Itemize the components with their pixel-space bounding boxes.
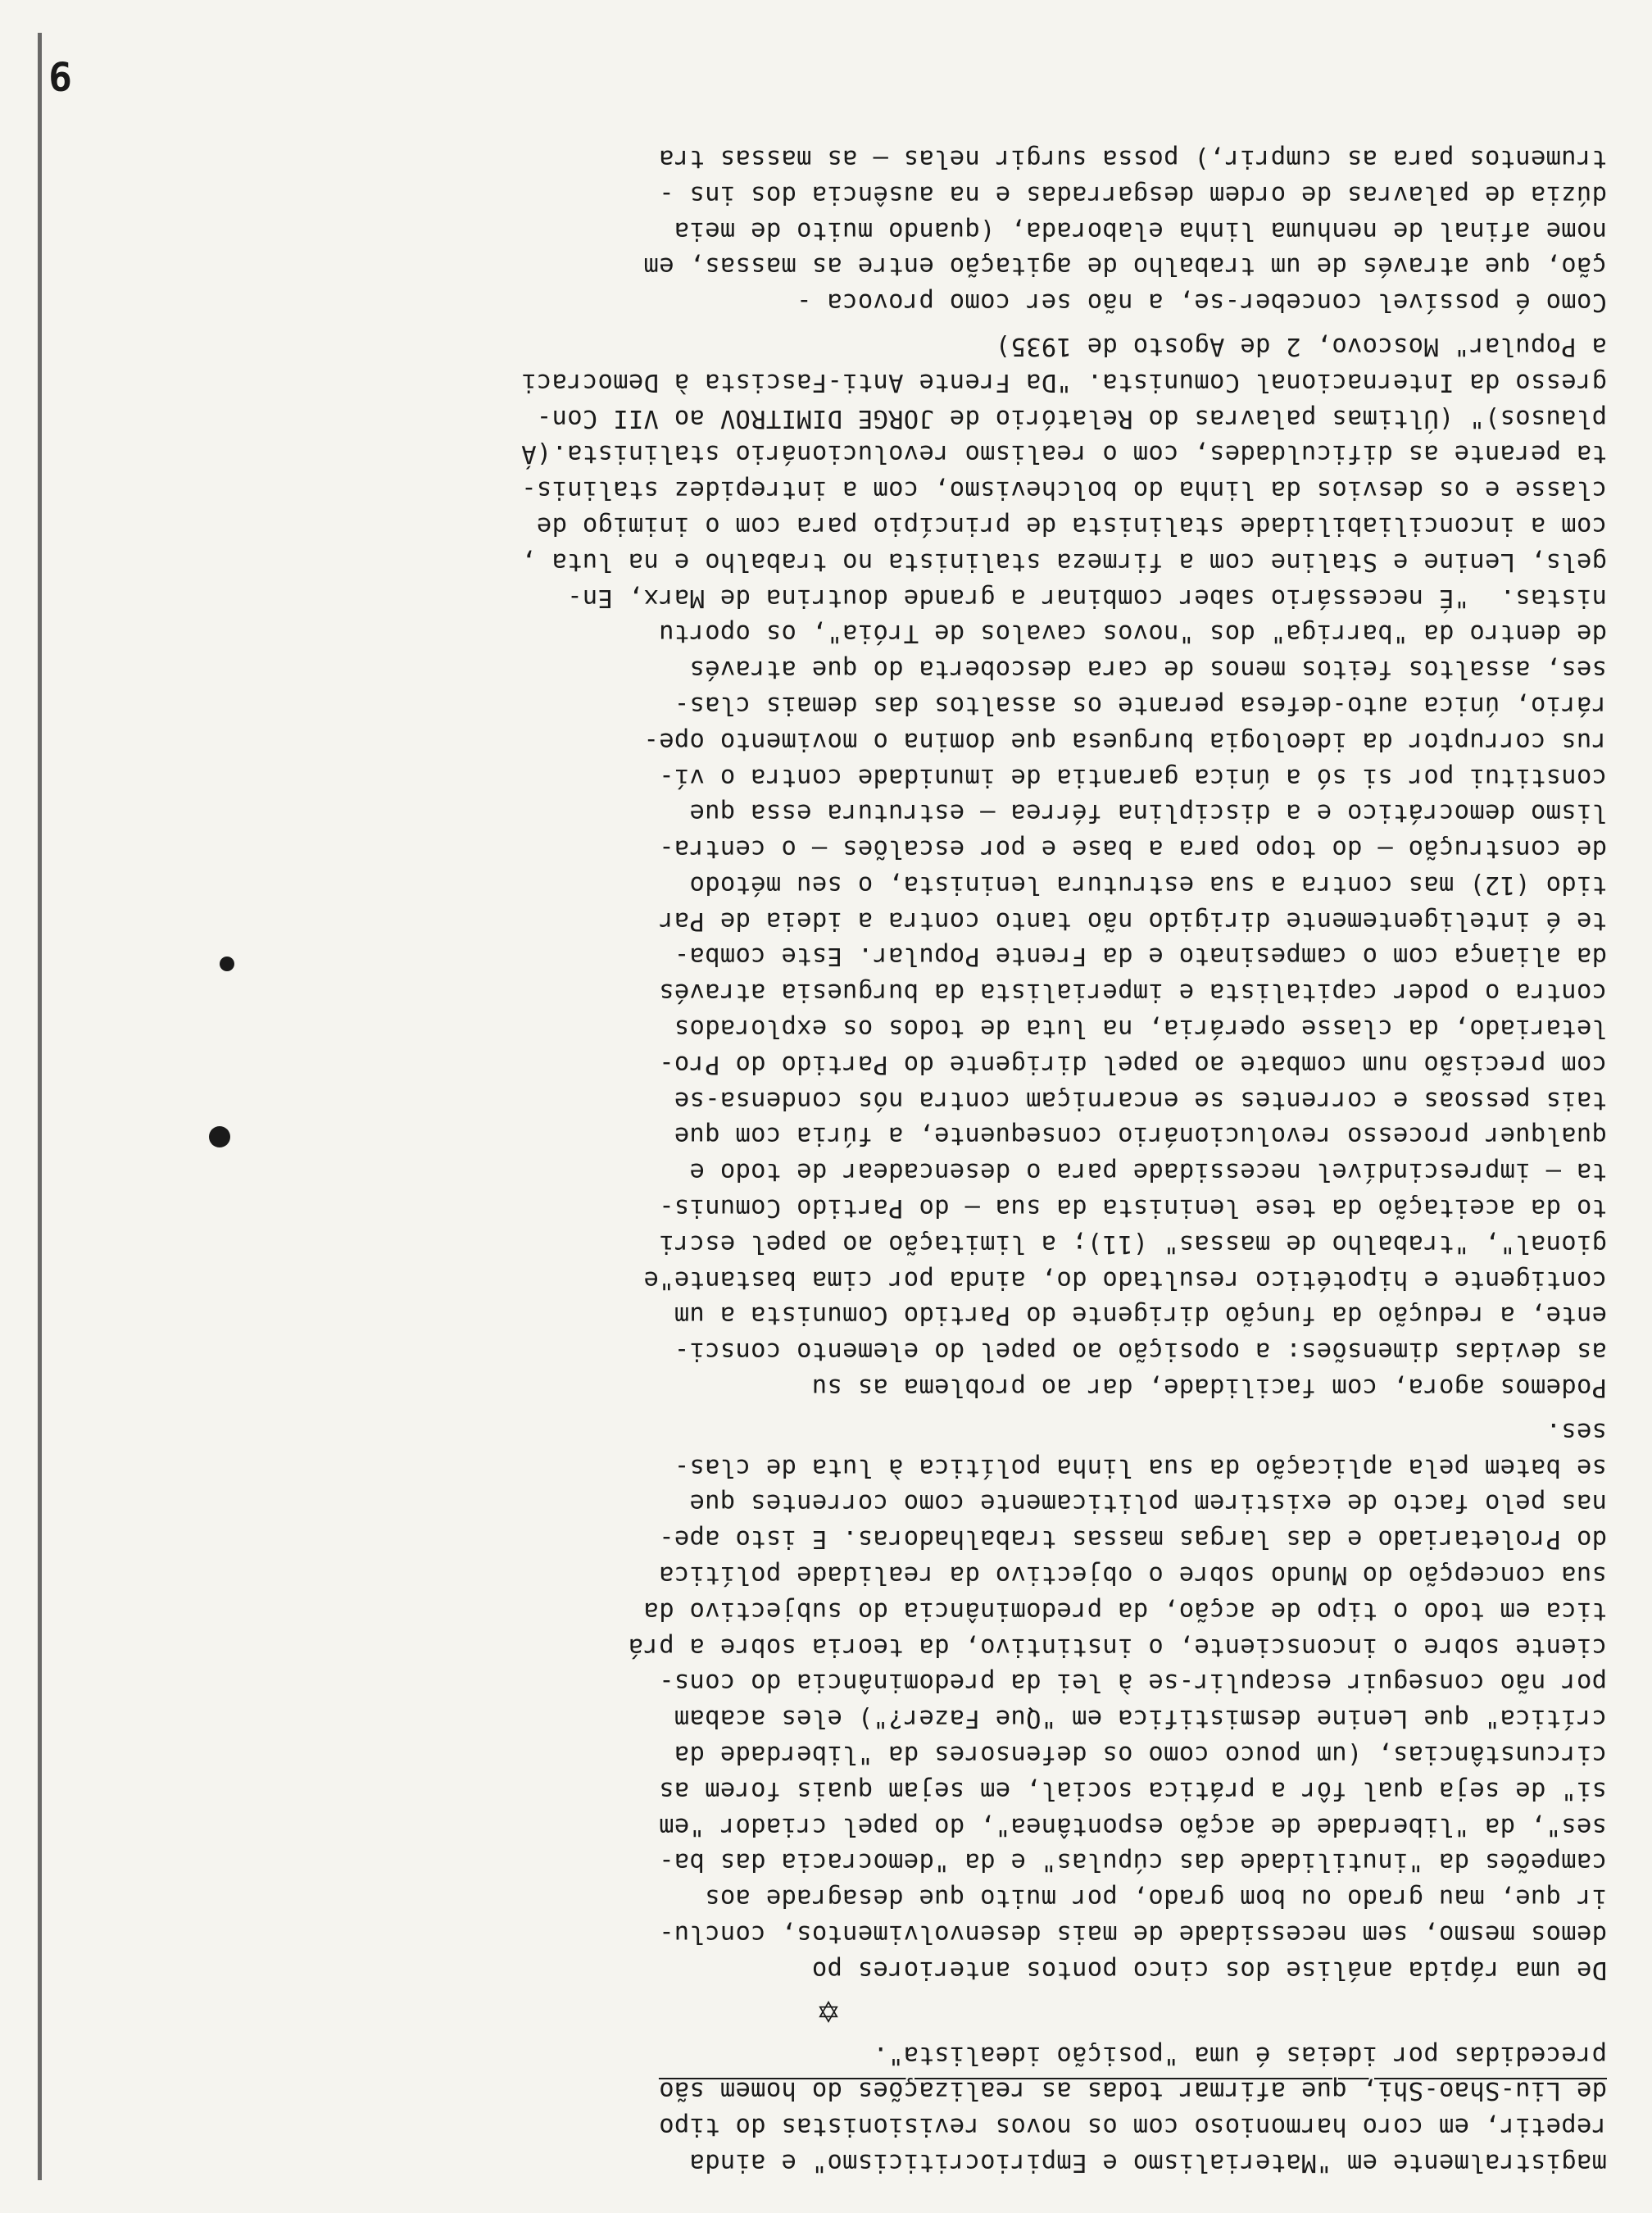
text-line: ses", da "liberdade de acção espontânea", do papel criador "em bbox=[658, 1811, 1607, 1841]
text-line: si" de seja qual fôr a prática social, em sejam quais forem as bbox=[658, 1775, 1607, 1805]
text-line: gels, Lenine e Staline com a firmeza stalinista no trabalho e na luta , bbox=[520, 547, 1607, 576]
text-line: classe e os desvios da linha do bolchevismo, com a intrepidez stalinis- bbox=[520, 475, 1607, 505]
text-line: Como é possível conceber-se, a não ser como provoca - bbox=[796, 288, 1607, 317]
margin-rule bbox=[38, 33, 42, 2180]
text-line: to da aceitação da tese leninista da sua — do Partido Comunis- bbox=[658, 1193, 1607, 1223]
text-line: ciente sobre o inconsciente, o instintivo, da teoria sobre a prá bbox=[628, 1632, 1607, 1661]
text-line: qualquer processo revolucionário consequente, a fúria com que bbox=[674, 1121, 1607, 1151]
text-line: precedidas por ideias é uma "posição idealista". bbox=[873, 2040, 1607, 2070]
text-line: dúzia de palavras de ordem desgarradas e na ausência dos ins - bbox=[658, 179, 1607, 209]
text-line: rário, única auto-defesa perante os assaltos das demais clas- bbox=[674, 690, 1607, 720]
ink-blot bbox=[209, 1126, 230, 1147]
text-line: de construção — do topo para a base e por escalões — o centra- bbox=[658, 834, 1607, 864]
text-line: ses, assaltos feitos menos de cara descoberta do que através bbox=[689, 655, 1607, 684]
text-line: plausos)" (Últimas palavras do Relatório de JORGE DIMITROV ao VII Con- bbox=[536, 403, 1607, 433]
paragraph-provocation bbox=[50, 140, 1607, 320]
text-line: sua concepção do Mundo sobre o objectivo da realidade política bbox=[658, 1561, 1607, 1590]
star-icon: ✡ bbox=[817, 1991, 840, 2034]
text-column bbox=[50, 140, 1607, 2180]
text-line: se batem pela aplicação da sua linha política à luta de clas- bbox=[674, 1452, 1607, 1482]
ink-blot bbox=[220, 957, 234, 971]
text-line: com precisão num combate ao papel dirigente do Partido do Pro- bbox=[658, 1049, 1607, 1079]
text-line: contra o poder capitalista e imperialista da burguesia através bbox=[658, 978, 1607, 1007]
text-line: repetir, em coro harmonioso com os novos revisionistas do tipo bbox=[658, 2112, 1607, 2142]
text-line: ção, que através de um trabalho de agitação entre as massas, em bbox=[643, 252, 1607, 281]
text-line: letariado, da classe operária, na luta de todos os explorados bbox=[674, 1014, 1607, 1043]
text-line: ta perante as dificuldades, com o realismo revolucionário stalinista.(Á bbox=[520, 439, 1607, 469]
text-line: magistralmente em "Materialismo e Empiriocriticismo" e ainda bbox=[689, 2148, 1607, 2177]
text-line: do Proletariado e das largas massas trabalhadoras. E isto ape- bbox=[658, 1525, 1607, 1554]
text-line: te é inteligentemente dirigido não tanto contra a ideia de Par bbox=[658, 906, 1607, 935]
text-line: campeões da "inutilidade das cúpulas" e da "democracia das ba- bbox=[658, 1847, 1607, 1877]
text-line: a Popular" Moscovo, 2 de Agosto de 1935) bbox=[995, 331, 1607, 361]
text-line: nistas. "É necessário saber combinar a grande doutrina de Marx, En- bbox=[566, 583, 1607, 612]
text-line: lismo democrático e a disciplina férrea — estrutura essa que bbox=[689, 798, 1607, 828]
paragraph-analysis bbox=[50, 1413, 1607, 1988]
text-line: trumentos para as cumprir,) possa surgir nelas — as massas tra bbox=[658, 143, 1607, 173]
text-line: por não conseguir escapulir-se à lei da predominância do cons- bbox=[658, 1668, 1607, 1697]
text-line: nas pelo facto de existirem politicamente como correntes que bbox=[689, 1488, 1607, 1518]
text-line: com a inconciliabilidade stalinista de princípio para com o inimigo de bbox=[536, 511, 1607, 540]
text-line: crítica" que Lenine desmistifica em "Que Fazer?") eles acabam bbox=[674, 1704, 1607, 1734]
text-line: rus corruptor da ideologia burguesa que domina o movimento ope- bbox=[643, 726, 1607, 756]
text-line: demos mesmo, sem necessidade de mais desenvolvimentos, conclu- bbox=[658, 1920, 1607, 1949]
paragraph-dimensions bbox=[50, 328, 1607, 1405]
text-line: nome afinal de nenhuma linha elaborada, (quando muito de meia bbox=[674, 216, 1607, 245]
text-line: as devidas dimensões: a oposição ao papel do elemento consci- bbox=[674, 1337, 1607, 1366]
text-line: de dentro da "barriga" dos "novos cavalos de Tróia", os oportu bbox=[658, 619, 1607, 648]
text-line: tais pessoas e correntes se encarniçam contra nós condensa-se bbox=[674, 1085, 1607, 1115]
text-line: constitui por si só a única garantia de imunidade contra o ví- bbox=[658, 762, 1607, 792]
text-line: contigente e hipotético resultado do, ainda por cima bastante"e bbox=[643, 1265, 1607, 1294]
text-line: De uma rápida análise dos cinco pontos anteriores po bbox=[811, 1955, 1607, 1984]
text-line: da aliança com o campesinato e da Frente Popular. Este comba- bbox=[674, 942, 1607, 971]
text-line: tido (12) mas contra a sua estrutura leninista, o seu método bbox=[689, 870, 1607, 899]
page-number: 9 bbox=[48, 52, 72, 98]
text-line: ta — imprescindível necessidade para o desencadear de todo e bbox=[689, 1157, 1607, 1187]
text-line: Podemos agora, com facilidade, dar ao problema as su bbox=[811, 1373, 1607, 1402]
text-line: de Liu-Shao-Shi, que afirmar todas as realizações do homem são bbox=[658, 2076, 1607, 2106]
text-line: ir que, mau grado ou bom grado, por muito que desagrade aos bbox=[704, 1884, 1607, 1913]
text-line: gresso da Internacional Comunista. "Da Frente Anti-Fascista à Democraci bbox=[520, 367, 1607, 397]
paragraph-opening bbox=[50, 2037, 1607, 2180]
text-line: circunstâncias, (um pouco como os defensores da "liberdade da bbox=[674, 1740, 1607, 1770]
text-line: gional", "trabalho de massas" (11); a limitação ao papel escri bbox=[658, 1229, 1607, 1258]
text-line: ente, a redução da função dirigente do Partido Comunista a um bbox=[674, 1301, 1607, 1330]
text-line: ses. bbox=[1545, 1416, 1607, 1446]
text-line: tica em todo o tipo de acção, da predominância do subjectivo da bbox=[643, 1596, 1607, 1625]
